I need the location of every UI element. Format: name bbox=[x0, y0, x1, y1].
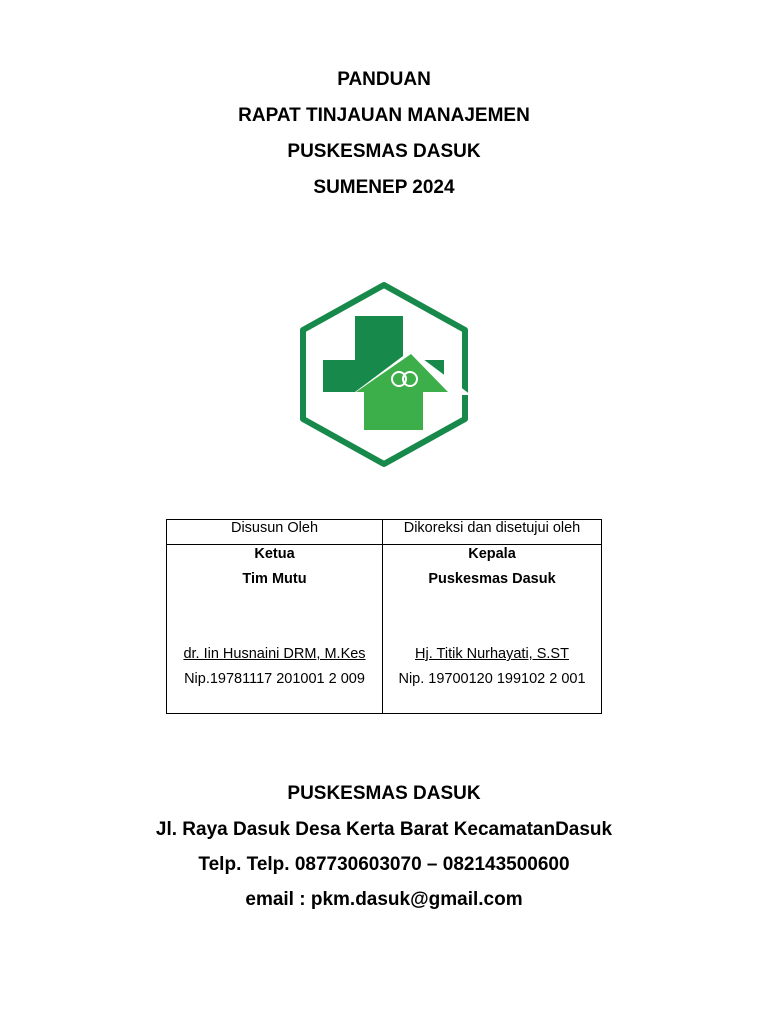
prepared-by-nip: Nip.19781117 201001 2 009 bbox=[184, 671, 365, 687]
footer-email: email : pkm.dasuk@gmail.com bbox=[245, 889, 523, 910]
approved-by-header: Dikoreksi dan disetujui oleh bbox=[383, 520, 602, 545]
approved-by-nip: Nip. 19700120 199102 2 001 bbox=[398, 671, 586, 687]
approved-by-role-1: Kepala bbox=[468, 546, 516, 562]
prepared-by-cell bbox=[167, 545, 383, 714]
prepared-by-name: dr. Iin Husnaini DRM, M.Kes bbox=[183, 646, 366, 662]
signature-table bbox=[166, 519, 602, 714]
document-title-line-2: RAPAT TINJAUAN MANAJEMEN bbox=[238, 105, 530, 126]
document-title-line-3: PUSKESMAS DASUK bbox=[287, 141, 481, 162]
approved-by-cell bbox=[383, 545, 602, 714]
footer-phone: Telp. Telp. 087730603070 – 082143500600 bbox=[198, 854, 570, 875]
approved-by-name: Hj. Titik Nurhayati, S.ST bbox=[415, 646, 569, 662]
approved-by-role-2: Puskesmas Dasuk bbox=[428, 571, 556, 587]
prepared-by-role-2: Tim Mutu bbox=[242, 571, 307, 587]
document-title-line-1: PANDUAN bbox=[337, 69, 431, 90]
document-title-line-4: SUMENEP 2024 bbox=[313, 177, 455, 198]
prepared-by-role-1: Ketua bbox=[254, 546, 295, 562]
puskesmas-logo-icon bbox=[296, 280, 472, 468]
footer-institution-name: PUSKESMAS DASUK bbox=[287, 783, 481, 804]
footer-address: Jl. Raya Dasuk Desa Kerta Barat KecamatanDasuk bbox=[155, 819, 613, 840]
prepared-by-header: Disusun Oleh bbox=[167, 520, 383, 545]
